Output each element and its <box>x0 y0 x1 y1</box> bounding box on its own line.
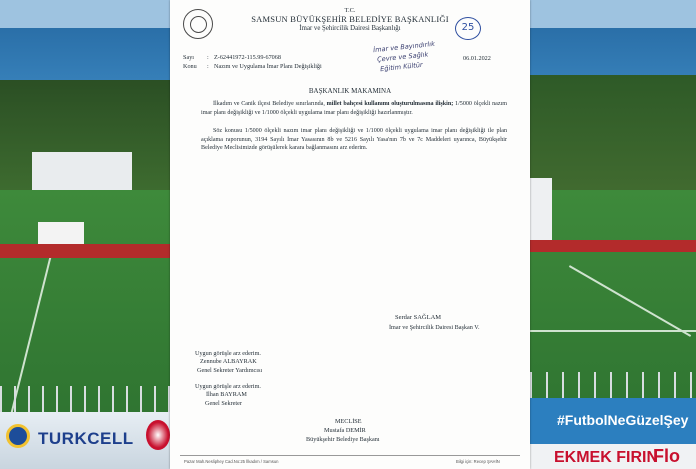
body-paragraph-1 <box>201 100 507 117</box>
building <box>32 152 132 190</box>
republic-abbrev: T.C. <box>344 7 356 14</box>
fence <box>530 372 696 398</box>
para1-text-end: 1/5000 ölçekli nazım imar planı değişikliği ve 1/1000 ölçekli uygulama imar planı değişikliği hazırlanmıştır. <box>201 101 507 116</box>
body-paragraph-2: Söz konusu 1/5000 ölçekli nazım imar planı değişikliği ve 1/1000 ölçekli uygulama imar planı değişikliği ile plan açıklama raporunun, 3194 Sayılı İmar Yasasının 8b ve 5216 Sayılı Yasa'nın 7b ve 7c Maddeleri uyarınca, Büyükşehir Belediye Meclisimizde görüşülerek karara bağlanmasını arz ederim. <box>201 128 507 152</box>
turkcell-logo-text: TURKCELL <box>38 429 134 448</box>
handwritten-note-line: İmar ve Bayındırlık <box>372 39 436 55</box>
mayor-name: Mustafa DEMİR <box>324 427 366 434</box>
approver-title: Genel Sekreter <box>205 400 242 407</box>
approver-name: Zennube ALBAYRAK <box>200 358 257 365</box>
organization-name: SAMSUN BÜYÜKŞEHİR BELEDİYE BAŞKANLIĞI <box>251 14 449 24</box>
signer-title: İmar ve Şehircilik Dairesi Başkan V. <box>389 324 480 331</box>
para1-bold-text: millet bahçesi kullanımı oluşturulmasına ilişkin; <box>326 101 454 107</box>
fence <box>0 386 170 414</box>
colon: : <box>207 63 209 70</box>
approval-text: Uygun görüşle arz ederim. <box>195 350 261 357</box>
footer-divider <box>180 455 520 456</box>
footer-contact: Bilgi için: Recep ŞAHİN <box>456 459 500 464</box>
hashtag-banner-text: #FutbolNeGüzelŞey <box>557 412 689 428</box>
para1-text: İlkadım ve Canik ilçesi Belediye sınırlarında, <box>213 101 327 107</box>
konu-label: Konu <box>183 63 197 70</box>
handwritten-circled-number: 25 <box>455 17 481 40</box>
konu-value: Nazım ve Uygulama İmar Planı Değişikliği <box>214 63 322 70</box>
mayor-title: Büyükşehir Belediye Başkanı <box>306 436 380 443</box>
addressee-heading: BAŞKANLIK MAKAMINA <box>308 87 392 95</box>
building <box>530 178 552 242</box>
approval-text: Uygun görüşle arz ederim. <box>195 383 261 390</box>
flo-banner-text: Flo <box>653 446 680 466</box>
footer-address: Pazar Mah.Nesliphey Cad.No:25 İlkadım / Samsun <box>184 459 279 464</box>
official-letter <box>170 0 530 469</box>
club-logo-icon <box>6 424 30 448</box>
pitch-line <box>530 330 696 332</box>
signer-name: Serdar SAĞLAM <box>395 314 442 321</box>
colon: : <box>207 54 209 61</box>
sayi-label: Sayı <box>183 54 195 61</box>
club-crest-icon <box>146 420 170 450</box>
sayi-value: Z-62441972-115.99-67068 <box>214 54 281 61</box>
handwritten-note-line: Eğitim Kültür <box>379 60 424 74</box>
council-referral: MECLİSE <box>335 418 362 425</box>
document-date: 06.01.2022 <box>463 55 491 62</box>
bakery-banner-text: EKMEK FIRIN <box>554 449 658 466</box>
approver-title: Genel Sekreter Yardımcısı <box>197 367 263 374</box>
stadium-wall <box>0 244 170 258</box>
stadium-wall <box>530 240 696 252</box>
approver-name: İlhan BAYRAM <box>206 391 247 398</box>
handwritten-note-line: Çevre ve Sağlık <box>376 50 429 64</box>
department-name: İmar ve Şehircilik Dairesi Başkanlığı <box>299 25 401 32</box>
